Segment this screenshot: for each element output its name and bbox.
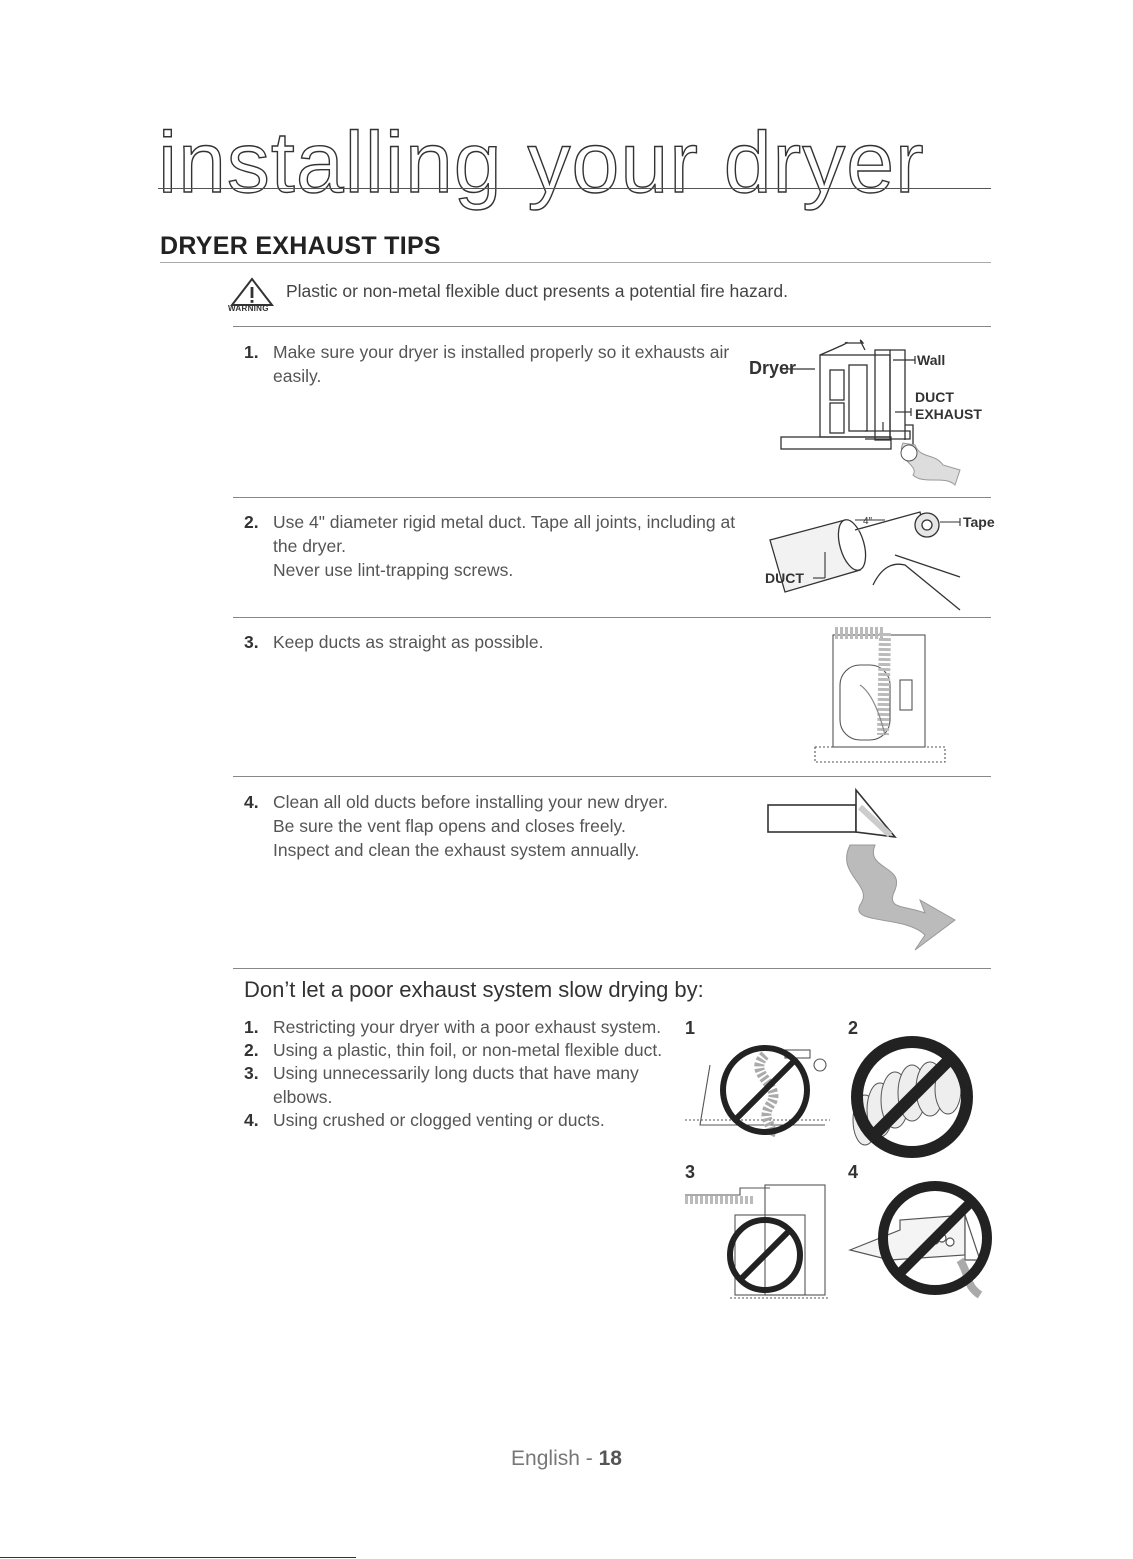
figure-number-1: 1 bbox=[685, 1018, 696, 1038]
step-number: 1. bbox=[244, 342, 259, 362]
slow-drying-item-1 bbox=[244, 1015, 661, 1039]
step-2 bbox=[244, 510, 735, 582]
section-rule bbox=[160, 262, 991, 263]
label-exhaust: EXHAUST bbox=[915, 406, 982, 422]
title-rule bbox=[158, 188, 991, 189]
slow-drying-item-2 bbox=[244, 1038, 662, 1062]
prohibited-long-ducts-figure bbox=[680, 1180, 835, 1305]
step-1 bbox=[244, 340, 729, 388]
step-number: 3. bbox=[244, 632, 259, 652]
item-line: Using a plastic, thin foil, or non-metal flexible duct. bbox=[273, 1040, 663, 1060]
label-duct: DUCT bbox=[915, 389, 954, 405]
figure-number-4: 4 bbox=[848, 1162, 859, 1182]
figure-number-3: 3 bbox=[685, 1162, 696, 1182]
slow-drying-item-3 bbox=[244, 1061, 639, 1109]
item-number: 4. bbox=[244, 1110, 259, 1130]
divider bbox=[233, 326, 991, 327]
vent-flap-figure bbox=[765, 785, 980, 960]
page-title: installing your dryer bbox=[158, 115, 925, 211]
label-tape: Tape bbox=[963, 514, 995, 530]
step-line: Use 4" diameter rigid metal duct. Tape all joints, including at bbox=[273, 512, 736, 532]
step-line: Be sure the vent flap opens and closes freely. bbox=[273, 816, 626, 836]
divider bbox=[233, 968, 991, 969]
section-heading: DRYER EXHAUST TIPS bbox=[160, 232, 441, 260]
slow-drying-item-4 bbox=[244, 1108, 605, 1132]
slow-drying-heading: Don’t let a poor exhaust system slow drying by: bbox=[244, 977, 704, 1002]
step-number: 2. bbox=[244, 512, 259, 532]
item-number: 1. bbox=[244, 1017, 259, 1037]
dryer-wall-duct-figure bbox=[745, 335, 990, 495]
item-line: Using crushed or clogged venting or ducts. bbox=[273, 1110, 605, 1130]
item-number: 3. bbox=[244, 1063, 259, 1083]
divider bbox=[233, 497, 991, 498]
prohibited-clogged-duct-figure bbox=[840, 1180, 990, 1305]
step-line: Never use lint-trapping screws. bbox=[273, 560, 514, 580]
warning-label: WARNING bbox=[228, 304, 269, 313]
straight-duct-figure bbox=[805, 625, 955, 765]
step-line: Clean all old ducts before installing your new dryer. bbox=[273, 792, 668, 812]
page-number: 18 bbox=[598, 1447, 622, 1470]
figure-number-2: 2 bbox=[848, 1018, 859, 1038]
divider bbox=[233, 617, 991, 618]
label-diameter: 4" bbox=[863, 516, 873, 527]
duct-tape-figure bbox=[755, 500, 995, 615]
warning-text: Plastic or non-metal flexible duct presents a potential fire hazard. bbox=[286, 281, 788, 301]
step-3 bbox=[244, 630, 543, 654]
divider bbox=[233, 776, 991, 777]
step-4 bbox=[244, 790, 668, 862]
prohibited-restricted-exhaust-figure bbox=[675, 1035, 835, 1155]
item-line: Using unnecessarily long ducts that have many bbox=[273, 1063, 639, 1083]
step-number: 4. bbox=[244, 792, 259, 812]
label-dryer: Dryer bbox=[749, 358, 797, 378]
step-line: Inspect and clean the exhaust system annually. bbox=[273, 840, 640, 860]
label-wall: Wall bbox=[917, 352, 946, 368]
bottom-edge-rule bbox=[0, 1557, 356, 1558]
step-line: Keep ducts as straight as possible. bbox=[273, 632, 544, 652]
step-line: the dryer. bbox=[273, 536, 346, 556]
item-number: 2. bbox=[244, 1040, 259, 1060]
item-line: Restricting your dryer with a poor exhaust system. bbox=[273, 1017, 662, 1037]
step-line: Make sure your dryer is installed properly so it exhausts air bbox=[273, 342, 730, 362]
prohibited-flexible-duct-figure bbox=[840, 1035, 990, 1160]
step-line: easily. bbox=[273, 366, 322, 386]
label-duct-2: DUCT bbox=[765, 570, 804, 586]
item-line: elbows. bbox=[273, 1087, 333, 1107]
footer-language: English - bbox=[511, 1447, 599, 1470]
page-footer bbox=[0, 1447, 1133, 1471]
